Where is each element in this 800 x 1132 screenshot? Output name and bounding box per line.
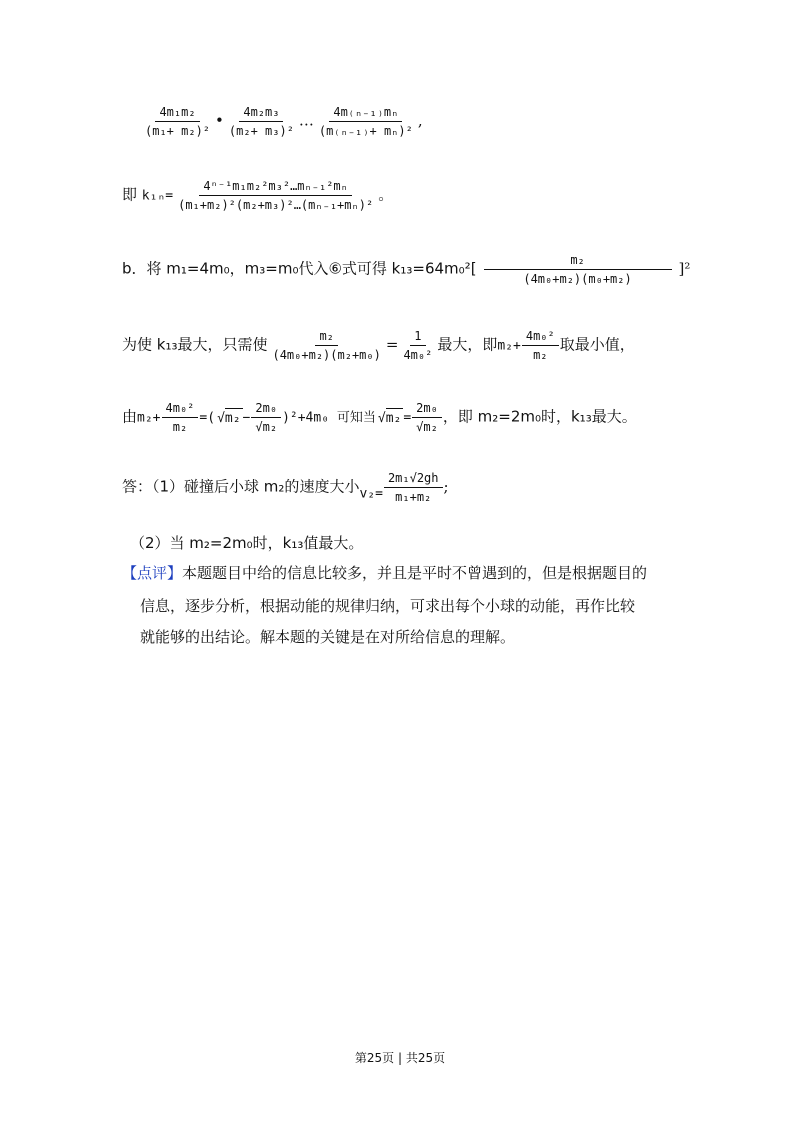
frac-den: (4m₀+m₂)(m₀+m₂) <box>523 272 632 286</box>
frac-den: (m₍ₙ₋₁₎+ mₙ)² <box>318 124 413 138</box>
answer-line-2: （2）当 m₂=2m₀时，k₁₃值最大。 <box>130 534 364 552</box>
formula-line-1: $\frac{\text{4m₁m₂}}{\text{(m₁+ m₂)²}}$ • $\frac{\text{4m₂m₃}}{\text{(m₂+ m₃)²}}$ … $\frac{\text{4m₍ₙ₋₁₎mₙ}}{\text{(m₍ₙ₋₁₎+ mₙ)²}}$ , <box>140 104 423 139</box>
frac-num: m₂ <box>484 252 672 270</box>
frac-den: m₂ <box>172 420 188 434</box>
formula-line-2: 即 k₁ₙ= $\frac{\text{4ⁿ⁻¹m₁m₂²m₃²…mₙ₋₁²mₙ}}{\text{(m₁+m₂)²(m₂+m₃)²…(mₙ₋₁+mₙ)²}}$ 。 <box>122 179 394 212</box>
frac-den: √m₂ <box>416 420 438 434</box>
sqrt: √ m₂ <box>386 408 403 429</box>
frac-den: √m₂ <box>255 420 278 434</box>
formula-line-3: b．将 m₁=4m₀，m₃=m₀代入⑥式可得 k₁₃=64m₀²[ $\frac{\text{m₂}}{\text{(4m₀+m₂)(m₀+m₂)}}$ ]² <box>122 253 691 286</box>
frac-num: 2m₀ <box>412 400 442 418</box>
comment-line-2: 信息，逐步分析，根据动能的规律归纳，可求出每个小球的动能，再作比较 <box>140 597 636 615</box>
frac-num: 4ⁿ⁻¹m₁m₂²m₃²…mₙ₋₁²mₙ <box>199 178 352 196</box>
formula-line-5: 由m₂+ $\frac{\text{4m₀²}}{\text{m₂}}$ =(√ m₂ − $\frac{\text{2m₀}}{\text{√m₂}}$ )²+4m₀ 可知当√ m₂ = $\frac{\text{2m₀}}{\text{√m₂}}$ ，即 m₂=2m₀时，k₁₃最大。 <box>122 400 637 435</box>
frac-den: m₁+m₂ <box>395 490 432 504</box>
formula-line-4: 为使 k₁₃最大，只需使 $\frac{\text{m₂}}{\text{(4m₀+m₂)(m₂+m₀)}}$ = $\frac{1}{\text{4m₀²}}$ 最大，即m₂+ $\frac{\text{4m₀²}}{\text{m₂}}$ 取最小值， <box>122 329 635 362</box>
frac-num: 4m₀² <box>162 400 199 418</box>
frac-num: 4m₂m₃ <box>239 104 283 122</box>
frac-den: (m₁+m₂)²(m₂+m₃)²…(mₙ₋₁+mₙ)² <box>178 198 374 212</box>
frac-den: 4m₀² <box>403 348 433 362</box>
frac-num: 4m₁m₂ <box>155 104 199 122</box>
frac-num: m₂ <box>315 328 337 346</box>
frac-den: (m₁+ m₂)² <box>145 124 211 138</box>
comment-tag: 【点评】 <box>122 564 183 582</box>
frac-num: 4m₍ₙ₋₁₎mₙ <box>329 104 402 122</box>
frac-num: 2m₁√2gh <box>384 470 443 488</box>
comment-line-3: 就能够的出结论。解本题的关键是在对所给信息的理解。 <box>140 628 516 646</box>
answer-line-1: 答：（1）碰撞后小球 m₂的速度大小v₂= $\frac{\text{2m₁√2gh}}{\text{m₁+m₂}}$ ; <box>122 471 449 504</box>
page-footer: 第25页 | 共25页 <box>354 1051 446 1065</box>
frac-num: 4m₀² <box>522 328 559 346</box>
comment-line-1: 【点评】本题题目中给的信息比较多，并且是平时不曾遇到的，但是根据题目的 <box>122 564 648 582</box>
frac-den: (m₂+ m₃)² <box>228 124 294 138</box>
frac-den: m₂ <box>533 348 548 362</box>
frac-num: 2m₀ <box>251 400 281 418</box>
sqrt: √ m₂ <box>225 408 242 429</box>
frac-num: 1 <box>410 328 425 346</box>
frac-den: (4m₀+m₂)(m₂+m₀) <box>272 348 381 362</box>
